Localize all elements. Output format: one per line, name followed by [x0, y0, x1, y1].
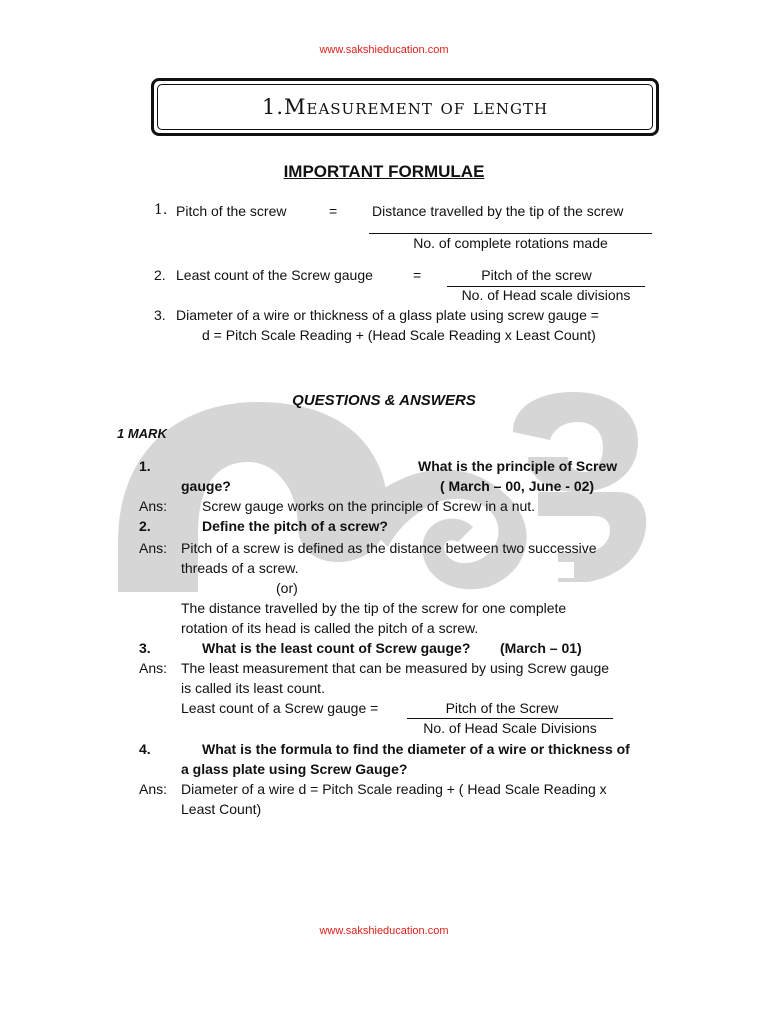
- q3-reference: (March – 01): [500, 640, 582, 656]
- q4-answer-line-1: Diameter of a wire d = Pitch Scale reading + ( Head Scale Reading x: [181, 781, 607, 797]
- q3-number: 3.: [139, 640, 151, 656]
- q2-number: 2.: [139, 518, 151, 534]
- q4-text-line-2: a glass plate using Screw Gauge?: [181, 761, 408, 777]
- fraction-line: [369, 233, 652, 234]
- section-label: 1 MARK: [117, 426, 167, 441]
- footer-url[interactable]: www.sakshieducation.com: [319, 925, 449, 937]
- formula-2-label: Least count of the Screw gauge: [176, 267, 373, 283]
- q1-reference: ( March – 00, June - 02): [440, 478, 595, 494]
- q3-answer-line-2: is called its least count.: [181, 680, 325, 696]
- q1-text-a: What is the principle of Screw: [418, 458, 618, 474]
- fraction-line: [407, 718, 613, 719]
- q2-answer-line-2: threads of a screw.: [181, 560, 299, 576]
- q4-answer-label: Ans:: [139, 781, 168, 797]
- formula-1-label: Pitch of the screw: [176, 203, 287, 219]
- q1-text-b: gauge?: [181, 478, 231, 494]
- q1-number: 1.: [139, 458, 151, 474]
- qa-heading: QUESTIONS & ANSWERS: [292, 392, 476, 409]
- page-title: 1.Measurement of length: [261, 95, 549, 119]
- q3-text: What is the least count of Screw gauge?: [202, 640, 471, 656]
- formula-2-number: 2.: [154, 267, 166, 283]
- q3-formula-label: Least count of a Screw gauge =: [181, 700, 379, 716]
- q2-answer-line-3: The distance travelled by the tip of the screw for one complete: [181, 600, 567, 616]
- formula-1-denominator: No. of complete rotations made: [413, 235, 608, 251]
- formula-2-numerator: Pitch of the screw: [481, 267, 592, 283]
- q4-answer-line-2: Least Count): [181, 801, 262, 817]
- q2-answer-line-1: Pitch of a screw is defined as the distance between two successive: [181, 540, 597, 556]
- formulae-heading: IMPORTANT FORMULAE: [283, 162, 485, 181]
- formula-2-equals: =: [413, 267, 422, 283]
- q3-denominator: No. of Head Scale Divisions: [423, 720, 597, 736]
- q3-answer-line-1: The least measurement that can be measured by using Screw gauge: [181, 660, 610, 676]
- formula-3-line-1: Diameter of a wire or thickness of a glass plate using screw gauge =: [176, 307, 599, 323]
- title-box: [151, 78, 659, 136]
- formula-3-line-2: d = Pitch Scale Reading + (Head Scale Reading x Least Count): [202, 327, 596, 343]
- q2-text: Define the pitch of a screw?: [202, 518, 388, 534]
- formula-2-denominator: No. of Head scale divisions: [461, 287, 631, 303]
- q3-numerator: Pitch of the Screw: [445, 700, 559, 716]
- q4-text-line-1: What is the formula to find the diameter of a wire or thickness of: [202, 741, 630, 757]
- q2-answer-line-4: rotation of its head is called the pitch of a screw.: [181, 620, 479, 636]
- q1-answer-label: Ans:: [139, 498, 168, 514]
- q2-or: (or): [276, 580, 298, 596]
- q3-answer-label: Ans:: [139, 660, 168, 676]
- q2-answer-label: Ans:: [139, 540, 168, 556]
- header-url[interactable]: www.sakshieducation.com: [319, 44, 449, 56]
- formula-1-numerator: Distance travelled by the tip of the screw: [372, 203, 624, 219]
- formula-3-number: 3.: [154, 307, 166, 323]
- formula-1-number: 1.: [154, 202, 168, 218]
- q4-number: 4.: [139, 741, 151, 757]
- formula-1-equals: =: [329, 203, 338, 219]
- q1-answer: Screw gauge works on the principle of Screw in a nut.: [202, 498, 536, 514]
